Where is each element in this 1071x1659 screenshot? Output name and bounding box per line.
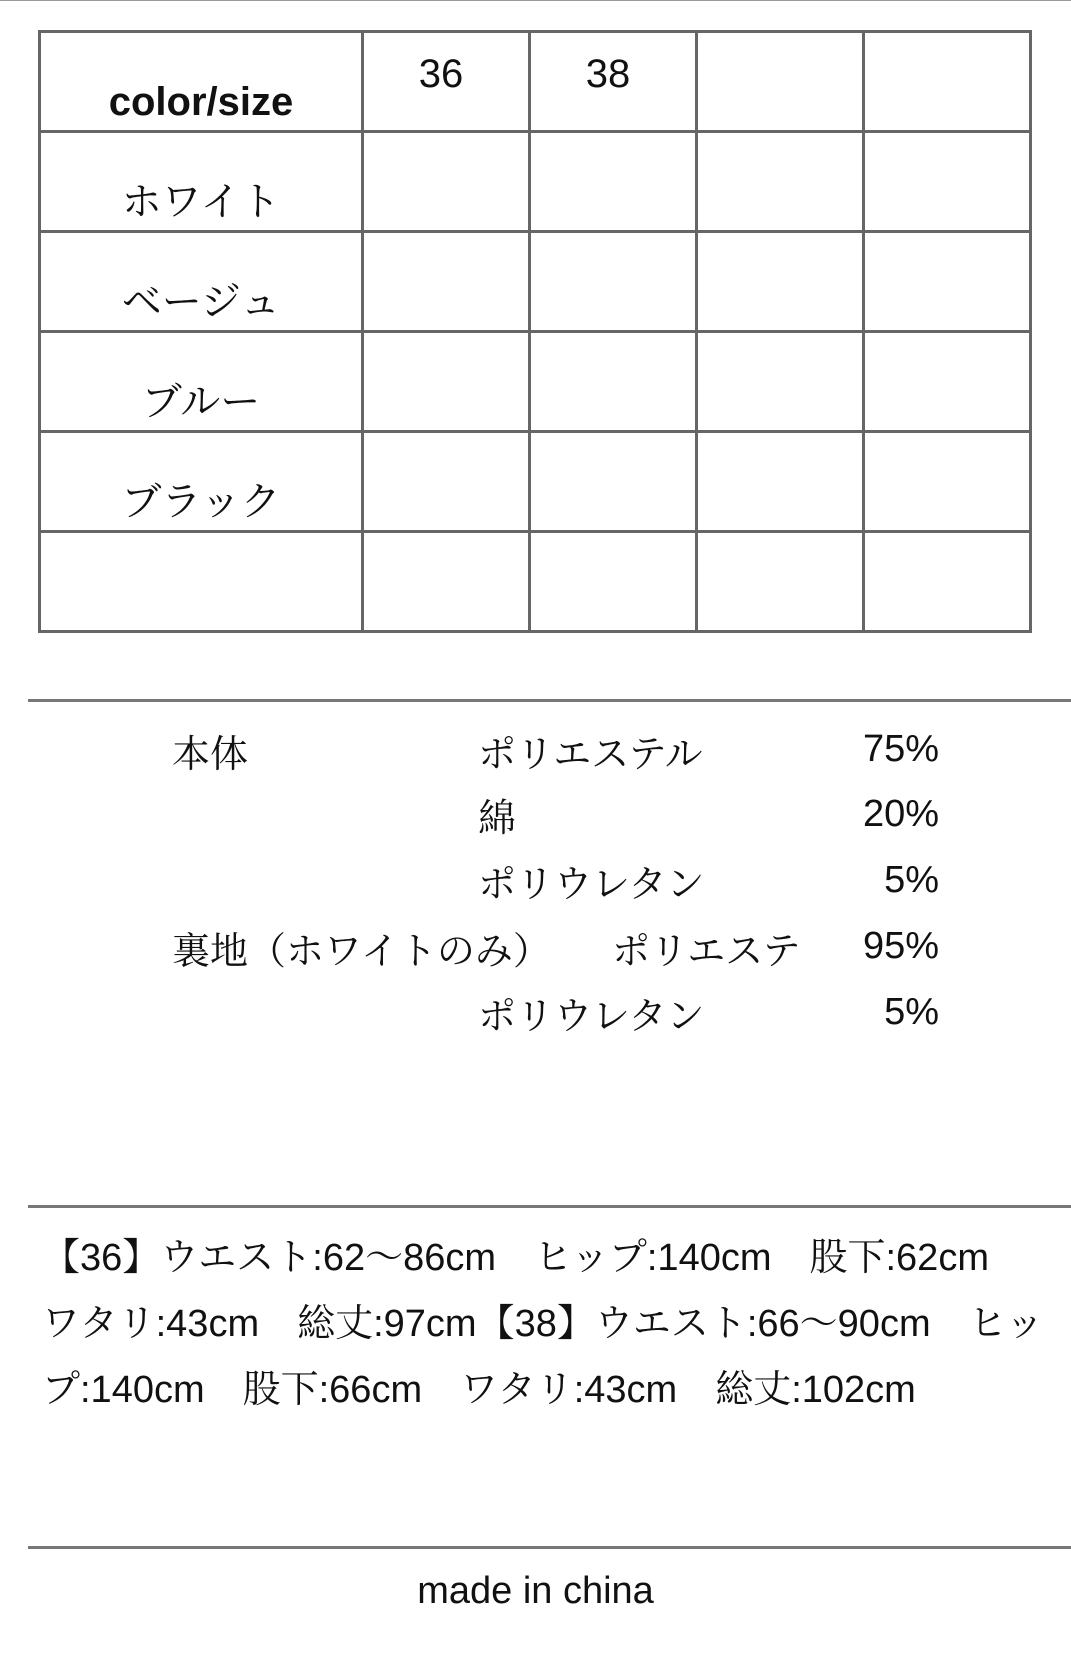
- table-cell: [864, 332, 1031, 432]
- size-header-empty: [864, 32, 1031, 132]
- color-label: [40, 532, 363, 632]
- table-cell: [864, 532, 1031, 632]
- size-header-36: 36: [363, 32, 530, 132]
- table-cell: [864, 132, 1031, 232]
- size-measurements: 【36】ウエスト:62～86cm ヒップ:140cm 股下:62cm ワタリ:43cm 総丈:97cm【38】ウエスト:66～90cm ヒップ:140cm 股下:66cm ワタリ:43cm 総丈:102cm: [42, 1237, 1044, 1411]
- table-cell: [530, 132, 697, 232]
- table-cell: [530, 532, 697, 632]
- table-row: [40, 332, 1031, 432]
- size-header-empty: [697, 32, 864, 132]
- top-divider: [0, 0, 1071, 1]
- table-cell: [363, 432, 530, 532]
- table-cell: [363, 132, 530, 232]
- color-label: ブラック: [40, 432, 363, 532]
- table-cell: [363, 532, 530, 632]
- material-percent: 5%: [884, 859, 939, 901]
- table-row: [40, 532, 1031, 632]
- table-cell: [697, 232, 864, 332]
- table-cell: [697, 132, 864, 232]
- material-part: 裏地（ホワイトのみ）: [172, 931, 551, 973]
- table-header-row: [40, 32, 1031, 132]
- table-row: [40, 232, 1031, 332]
- material-part: 本体: [172, 734, 249, 776]
- origin-label: made in china: [417, 1570, 654, 1612]
- table-cell: [697, 332, 864, 432]
- table-header-label: color/size: [40, 32, 363, 132]
- table-cell: [864, 432, 1031, 532]
- table-cell: [530, 432, 697, 532]
- table-cell: [363, 232, 530, 332]
- material-fiber: ポリエステ: [612, 931, 801, 973]
- color-size-table: [38, 30, 1032, 633]
- table-cell: [530, 332, 697, 432]
- table-row: [40, 132, 1031, 232]
- material-percent: 75%: [862, 728, 939, 770]
- section-divider: [28, 1205, 1071, 1208]
- table-cell: [530, 232, 697, 332]
- color-label: ブルー: [40, 332, 363, 432]
- table-row: [40, 432, 1031, 532]
- section-divider: [28, 699, 1071, 702]
- table-cell: [363, 332, 530, 432]
- material-fiber: ポリエステル: [478, 734, 703, 776]
- size-header-38: 38: [530, 32, 697, 132]
- material-percent: 95%: [862, 925, 939, 967]
- section-divider: [28, 1546, 1071, 1549]
- material-fiber: ポリウレタン: [478, 996, 705, 1038]
- material-fiber: 綿: [478, 798, 517, 840]
- color-label: ベージュ: [40, 232, 363, 332]
- table-cell: [697, 432, 864, 532]
- material-percent: 5%: [884, 991, 939, 1033]
- table-cell: [697, 532, 864, 632]
- table-cell: [864, 232, 1031, 332]
- material-fiber: ポリウレタン: [478, 864, 705, 906]
- color-label: ホワイト: [40, 132, 363, 232]
- material-percent: 20%: [862, 793, 939, 835]
